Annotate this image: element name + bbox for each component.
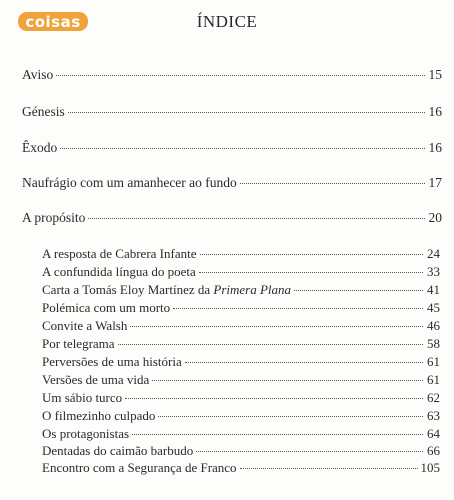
dot-leader bbox=[294, 290, 423, 291]
toc-entry-title: Os protagonistas bbox=[42, 426, 130, 441]
toc-entry-page: 16 bbox=[428, 104, 442, 119]
dot-leader bbox=[196, 451, 423, 452]
toc-entry-title: A resposta de Cabrera Infante bbox=[42, 246, 197, 261]
toc-entry-page: 62 bbox=[427, 390, 440, 405]
page-title: ÍNDICE bbox=[196, 12, 258, 31]
toc-entry-page: 58 bbox=[427, 336, 440, 351]
dot-leader bbox=[118, 344, 423, 345]
dot-leader bbox=[240, 468, 418, 469]
toc-entry-title: Êxodo bbox=[22, 140, 58, 155]
toc-entry-page: 16 bbox=[428, 140, 442, 155]
toc-entry-page: 46 bbox=[427, 318, 440, 333]
toc-entry-page: 105 bbox=[420, 460, 440, 475]
dot-leader bbox=[200, 254, 424, 255]
toc-entry-page: 15 bbox=[428, 67, 442, 82]
toc-entry-genesis[interactable] bbox=[22, 104, 442, 120]
logo-text: coisas bbox=[25, 12, 81, 31]
toc-entry-title: A propósito bbox=[22, 210, 86, 225]
dot-leader bbox=[68, 112, 425, 113]
toc-entry-title: Um sábio turco bbox=[42, 390, 123, 405]
toc-subentry[interactable] bbox=[42, 354, 440, 370]
dot-leader bbox=[130, 326, 423, 327]
dot-leader bbox=[88, 218, 425, 219]
toc-entry-page: 63 bbox=[427, 408, 440, 423]
toc-entry-title: Convite a Walsh bbox=[42, 318, 128, 333]
title-prefix: Carta a Tomás Eloy Martínez da bbox=[42, 282, 214, 297]
toc-entry-page: 61 bbox=[427, 354, 440, 369]
toc-subentry[interactable] bbox=[42, 282, 440, 298]
toc-subentry[interactable] bbox=[42, 300, 440, 316]
dot-leader bbox=[185, 362, 423, 363]
toc-subentry[interactable] bbox=[42, 336, 440, 352]
toc-subentry[interactable] bbox=[42, 443, 440, 459]
dot-leader bbox=[132, 434, 423, 435]
toc-entry-title: Aviso bbox=[22, 67, 54, 82]
dot-leader bbox=[158, 416, 423, 417]
toc-entry-title: Por telegrama bbox=[42, 336, 115, 351]
dot-leader bbox=[60, 148, 425, 149]
toc-entry-page: 41 bbox=[427, 282, 440, 297]
toc-entry-title: Naufrágio com um amanhecer ao fundo bbox=[22, 175, 237, 190]
dot-leader bbox=[56, 75, 425, 76]
toc-entry-page: 24 bbox=[427, 246, 440, 261]
toc-subentry[interactable] bbox=[42, 408, 440, 424]
toc-entry-title: Versões de uma vida bbox=[42, 372, 150, 387]
toc-entry-page: 33 bbox=[427, 264, 440, 279]
toc-subentry[interactable] bbox=[42, 426, 440, 442]
toc-entry-page: 64 bbox=[427, 426, 440, 441]
toc-subentry[interactable] bbox=[42, 390, 440, 406]
toc-entry-exodo[interactable] bbox=[22, 140, 442, 156]
toc-subentry[interactable] bbox=[42, 460, 440, 476]
toc-entry-a-proposito[interactable] bbox=[22, 210, 442, 226]
toc-entry-page: 20 bbox=[428, 210, 442, 225]
title-italic: Primera Plana bbox=[213, 282, 292, 297]
toc-entry-title: O filmezinho culpado bbox=[42, 408, 156, 423]
dot-leader bbox=[199, 272, 423, 273]
dot-leader bbox=[125, 398, 423, 399]
toc-entry-title bbox=[42, 282, 291, 298]
toc-entry-page: 61 bbox=[427, 372, 440, 387]
toc-entry-title: Perversões de uma história bbox=[42, 354, 182, 369]
toc-entry-page: 66 bbox=[427, 443, 440, 458]
toc-entry-title: A confundida língua do poeta bbox=[42, 264, 196, 279]
toc-entry-page: 45 bbox=[427, 300, 440, 315]
toc-subentry[interactable] bbox=[42, 264, 440, 280]
dot-leader bbox=[152, 380, 423, 381]
toc-entry-title: Polémica com um morto bbox=[42, 300, 171, 315]
dot-leader bbox=[240, 183, 425, 184]
dot-leader bbox=[173, 308, 423, 309]
toc-subentry[interactable] bbox=[42, 246, 440, 262]
toc-entry-title: Encontro com a Segurança de Franco bbox=[42, 460, 237, 475]
toc-entry-title: Dentadas do caimão barbudo bbox=[42, 443, 194, 458]
toc-subentry[interactable] bbox=[42, 318, 440, 334]
toc-entry-title: Génesis bbox=[22, 104, 65, 119]
toc-entry-page: 17 bbox=[428, 175, 442, 190]
toc-entry-naufragio[interactable] bbox=[22, 175, 442, 191]
toc-entry-aviso[interactable] bbox=[22, 67, 442, 83]
toc-subentry[interactable] bbox=[42, 372, 440, 388]
